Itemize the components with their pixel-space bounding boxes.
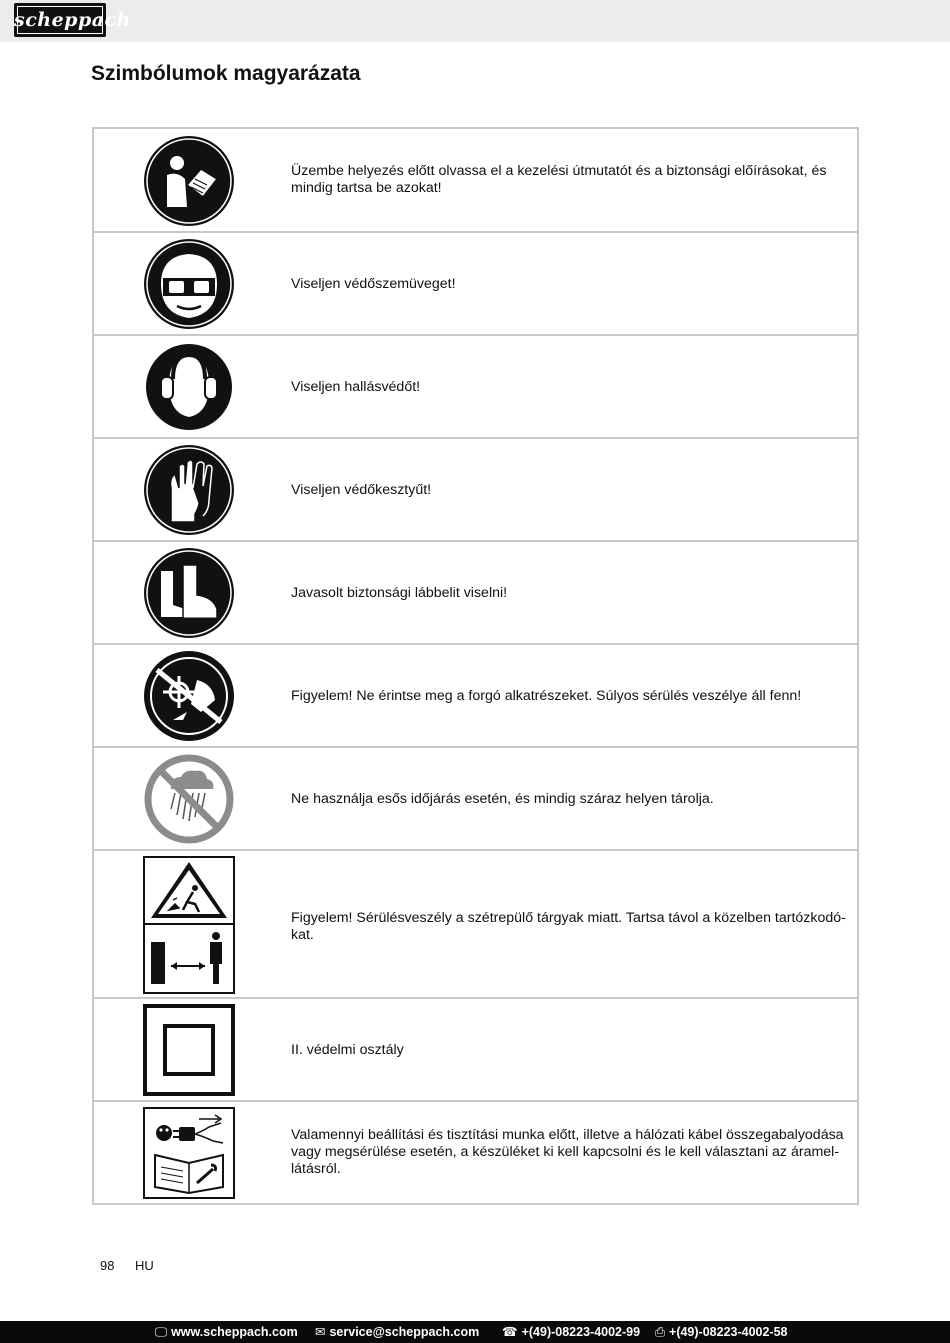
fax-text: +(49)-08223-4002-58 bbox=[669, 1325, 788, 1339]
row-text: Javasolt biztonsági lábbelit viselni! bbox=[291, 585, 508, 601]
row-text: Viseljen hallásvédőt! bbox=[291, 379, 421, 395]
protection-class-ii-icon bbox=[143, 1004, 235, 1096]
table-row bbox=[94, 439, 859, 542]
page-title: Szimbólumok magyarázata bbox=[91, 62, 361, 85]
computer-icon: 🖵 bbox=[155, 1325, 168, 1339]
contact-bar bbox=[0, 1321, 950, 1343]
no-rain-icon bbox=[143, 753, 235, 845]
email-icon: ✉ bbox=[315, 1325, 326, 1339]
row-text: Figyelem! Sérülésveszély a szétrepülő tárgyak miatt. Tartsa távol a közelben tartózkodó-kat. bbox=[291, 910, 846, 943]
phone-text: +(49)-08223-4002-99 bbox=[521, 1325, 641, 1339]
email-text: service@scheppach.com bbox=[329, 1325, 480, 1339]
ear-protection-icon bbox=[143, 341, 235, 433]
read-manual-icon bbox=[143, 135, 235, 227]
flying-objects-keep-distance-icon bbox=[143, 856, 235, 994]
table-row bbox=[94, 851, 859, 999]
header-bar bbox=[0, 0, 950, 42]
table-row bbox=[94, 999, 859, 1102]
fax-icon: ⎙ bbox=[655, 1325, 666, 1339]
table-row bbox=[94, 1102, 859, 1205]
protective-gloves-icon bbox=[143, 444, 235, 536]
table-row bbox=[94, 542, 859, 645]
language-code: HU bbox=[135, 1258, 154, 1273]
symbols-table bbox=[92, 127, 859, 1205]
unplug-before-maintenance-icon bbox=[143, 1107, 235, 1199]
table-row bbox=[94, 233, 859, 336]
contact-email[interactable] bbox=[315, 1321, 479, 1343]
phone-icon: ☎ bbox=[502, 1325, 518, 1339]
table-row bbox=[94, 129, 859, 233]
table-row bbox=[94, 645, 859, 748]
page-number: 98 bbox=[100, 1258, 115, 1273]
row-text: II. védelmi osztály bbox=[291, 1042, 404, 1058]
row-text: Ne használja esős időjárás esetén, és mindig száraz helyen tárolja. bbox=[291, 791, 714, 807]
row-text: Valamennyi beállítási és tisztítási munka előtt, illetve a hálózati kábel összegabalyodása vagy megsérülése esetén, a készüléket ki kell kapcsolni és le kell választani az áramel-látásról. bbox=[291, 1127, 844, 1177]
table-row bbox=[94, 336, 859, 439]
row-text: Figyelem! Ne érintse meg a forgó alkatrészeket. Súlyos sérülés veszélye áll fenn! bbox=[291, 688, 802, 704]
table-row bbox=[94, 748, 859, 851]
contact-phone[interactable] bbox=[502, 1321, 640, 1343]
brand-logo: scheppach bbox=[14, 3, 106, 37]
contact-website[interactable] bbox=[155, 1321, 298, 1343]
row-text: Viseljen védőkesztyűt! bbox=[291, 482, 432, 498]
rotating-parts-warning-icon bbox=[143, 650, 235, 742]
safety-boots-icon bbox=[143, 547, 235, 639]
safety-goggles-icon bbox=[143, 238, 235, 330]
website-text: www.scheppach.com bbox=[171, 1325, 298, 1339]
row-text: Üzembe helyezés előtt olvassa el a kezelési útmutatót és a biztonsági előírásokat, és mindig tartsa be azokat! bbox=[291, 163, 827, 196]
row-text: Viseljen védőszemüveget! bbox=[291, 276, 456, 292]
contact-fax[interactable] bbox=[655, 1321, 788, 1343]
